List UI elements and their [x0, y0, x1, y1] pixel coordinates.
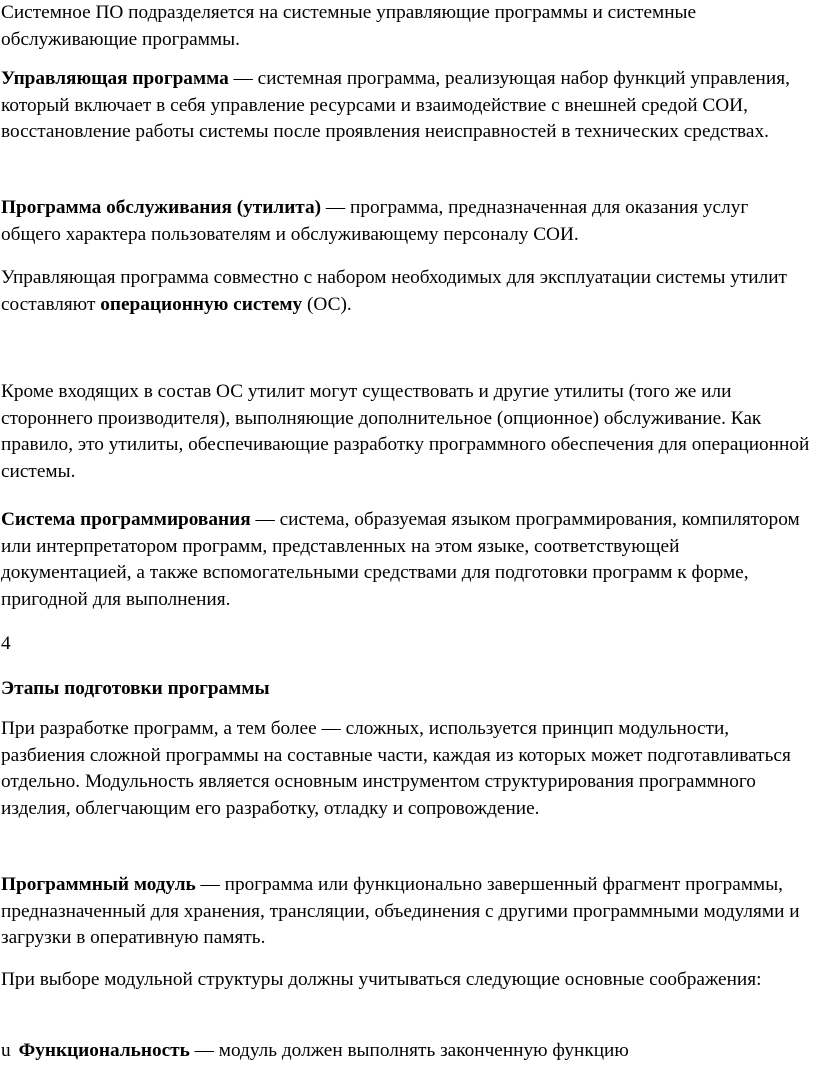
- text-run: — системная программа, реализующая набор функций управления, который включает в себя управление ресурсами и взаимодействие с внешней средой СОИ, восстановление работы системы после проявления неисправностей в технических средствах.: [1, 68, 790, 142]
- text-run: При разработке программ, а тем более — сложных, используется принцип модульности, разбиения сложной программы на составные части, каждая из которых может подготавливаться отдельно. Модульность является основным инструментом структурирования программного изделия, облегчающим его разработку, отладку и сопровождение.: [1, 718, 791, 819]
- paragraph-system-software-intro: [1, 0, 811, 53]
- text-run: — программа, предназначенная для оказания услуг общего характера пользователям и обслуживающему персоналу СОИ.: [1, 197, 749, 245]
- text-run: (ОС).: [302, 293, 352, 315]
- term-control-program: Управляющая программа: [1, 68, 229, 89]
- paragraph-operating-system: [1, 265, 811, 318]
- heading-text: Этапы подготовки программы: [1, 678, 270, 699]
- text-run: Управляющая программа совместно с набором необходимых для эксплуатации системы утилит составляют: [1, 267, 787, 315]
- bullet-marker: u: [1, 1040, 11, 1061]
- text-run: Кроме входящих в состав ОС утилит могут существовать и другие утилиты (того же или стороннего производителя), выполняющие дополнительное (опционное) обслуживание. Как правило, это утилиты, обеспечивающие разработку программного обеспечения для операционной системы.: [1, 381, 810, 482]
- paragraph-program-module-definition: [1, 872, 811, 952]
- paragraph-modularity: [1, 716, 811, 822]
- text-run: — программа или функционально завершенный фрагмент программы, предназначенный для хранения, трансляции, объединения с другими программными модулями и загрузки в оперативную память.: [1, 874, 800, 948]
- text-run: Системное ПО подразделяется на системные управляющие программы и системные обслуживающие программы.: [1, 2, 697, 50]
- term-operating-system: операционную систему: [100, 293, 303, 315]
- term-program-module: Программный модуль: [1, 874, 196, 895]
- term-functionality: Функциональность: [18, 1040, 190, 1061]
- list-item-functionality: [1, 1038, 811, 1065]
- slide-number: [1, 631, 811, 658]
- section-heading: [1, 676, 811, 703]
- text-run: При выборе модульной структуры должны учитываться следующие основные соображения:: [1, 969, 762, 990]
- term-utility: Программа обслуживания (утилита): [1, 197, 322, 218]
- paragraph-module-structure-considerations: [1, 967, 811, 994]
- paragraph-control-program-definition: [1, 66, 811, 146]
- paragraph-other-utilities: [1, 379, 811, 485]
- text-run: — система, образуемая языком программирования, компилятором или интерпретатором программ, представленных на этом языке, соответствующей документацией, а также вспомогательными средствами для подготовки программ к форме, пригодной для выполнения.: [1, 509, 800, 610]
- term-programming-system: Система программирования: [1, 509, 251, 530]
- text-run: — модуль должен выполнять законченную функцию: [189, 1040, 629, 1061]
- text-run: 4: [1, 633, 11, 654]
- paragraph-programming-system-definition: [1, 507, 811, 613]
- paragraph-utility-definition: [1, 195, 811, 248]
